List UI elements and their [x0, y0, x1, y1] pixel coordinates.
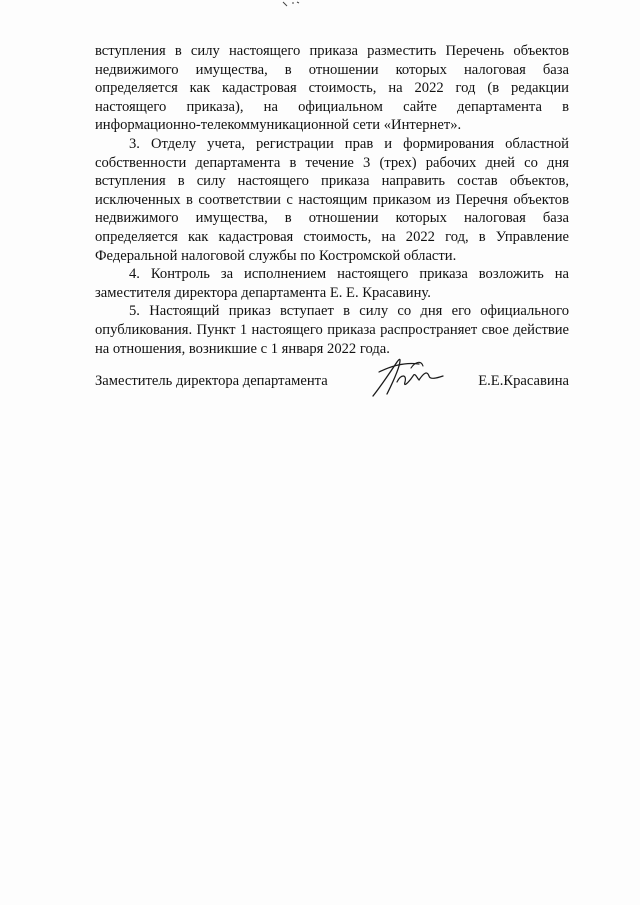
paragraph-item-5: 5. Настоящий приказ вступает в силу со дня его официального опубликования. Пункт 1 настоящего приказа распространяет свое действие на отношения, возникшие с 1 января 2022 года. — [95, 303, 569, 357]
handwritten-signature — [367, 352, 457, 402]
document-body — [95, 42, 569, 358]
scan-artifact-mark — [281, 0, 301, 8]
signatory-name: Е.Е.Красавина — [478, 373, 569, 389]
signatory-title: Заместитель директора департамента — [95, 373, 328, 389]
paragraph-item-4: 4. Контроль за исполнением настоящего приказа возложить на заместителя директора департамента Е. Е. Красавину. — [95, 266, 569, 301]
signature-block — [95, 352, 569, 402]
paragraph-continuation: вступления в силу настоящего приказа разместить Перечень объектов недвижимого имущества, в отношении которых налоговая база определяется как кадастровая стоимость, на 2022 год (в редакции настоящего приказа), на официальном сайте департамента в информационно-телекоммуникационной сети «Интернет». — [95, 43, 569, 134]
paragraph-item-3: 3. Отделу учета, регистрации прав и формирования областной собственности департамента в течение 3 (трех) рабочих дней со дня вступления в силу настоящего приказа направить состав объектов, исключенных в соответствии с настоящим приказом из Перечня объектов недвижимого имущества, в отношении которых налоговая база определяется как кадастровая стоимость, на 2022 год, в Управление Федеральной налоговой службы по Костромской области. — [95, 135, 569, 264]
